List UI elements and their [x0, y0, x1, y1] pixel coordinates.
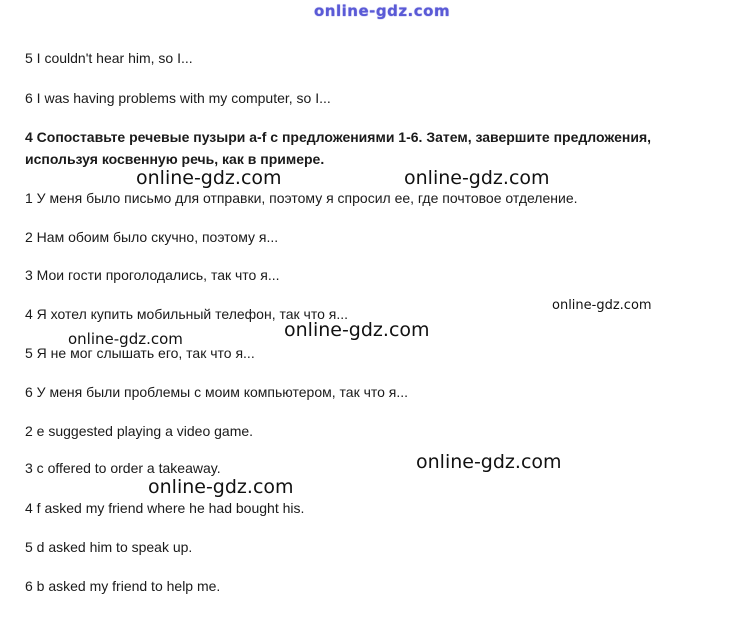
watermark: online-gdz.com [284, 319, 430, 341]
answer-line-4: 4 f asked my friend where he had bought his. [25, 500, 305, 516]
task-heading-line-1: 4 Сопоставьте речевые пузыри a-f с предложениями 1-6. Затем, завершите предложения, [25, 129, 652, 145]
answer-line-6: 6 b asked my friend to help me. [25, 578, 221, 594]
watermark: online-gdz.com [552, 298, 652, 313]
task-heading [25, 126, 725, 170]
text-line-ru-1: 1 У меня было письмо для отправки, поэтому я спросил ее, где почтовое отделение. [25, 190, 578, 206]
watermark: online-gdz.com [416, 451, 562, 473]
task-heading-line-2: используя косвенную речь, как в примере. [25, 151, 325, 167]
watermark: online-gdz.com [68, 330, 183, 348]
text-line-ru-5: 5 Я не мог слышать его, так что я... [25, 345, 255, 361]
text-line-en-5: 5 I couldn't hear him, so I... [25, 50, 193, 66]
text-line-ru-2: 2 Нам обоим было скучно, поэтому я... [25, 229, 279, 245]
answer-line-5: 5 d asked him to speak up. [25, 539, 193, 555]
answer-line-3: 3 c offered to order a takeaway. [25, 460, 221, 476]
text-line-en-6: 6 I was having problems with my computer, so I... [25, 90, 331, 106]
watermark: online-gdz.com [404, 167, 550, 189]
answer-line-2: 2 e suggested playing a video game. [25, 423, 254, 439]
text-line-ru-6: 6 У меня были проблемы с моим компьютером, так что я... [25, 384, 409, 400]
watermark-top: online-gdz.com [314, 2, 451, 20]
watermark: online-gdz.com [148, 476, 294, 498]
text-line-ru-4: 4 Я хотел купить мобильный телефон, так что я... [25, 306, 349, 322]
watermark: online-gdz.com [136, 167, 282, 189]
text-line-ru-3: 3 Мои гости проголодались, так что я... [25, 267, 280, 283]
